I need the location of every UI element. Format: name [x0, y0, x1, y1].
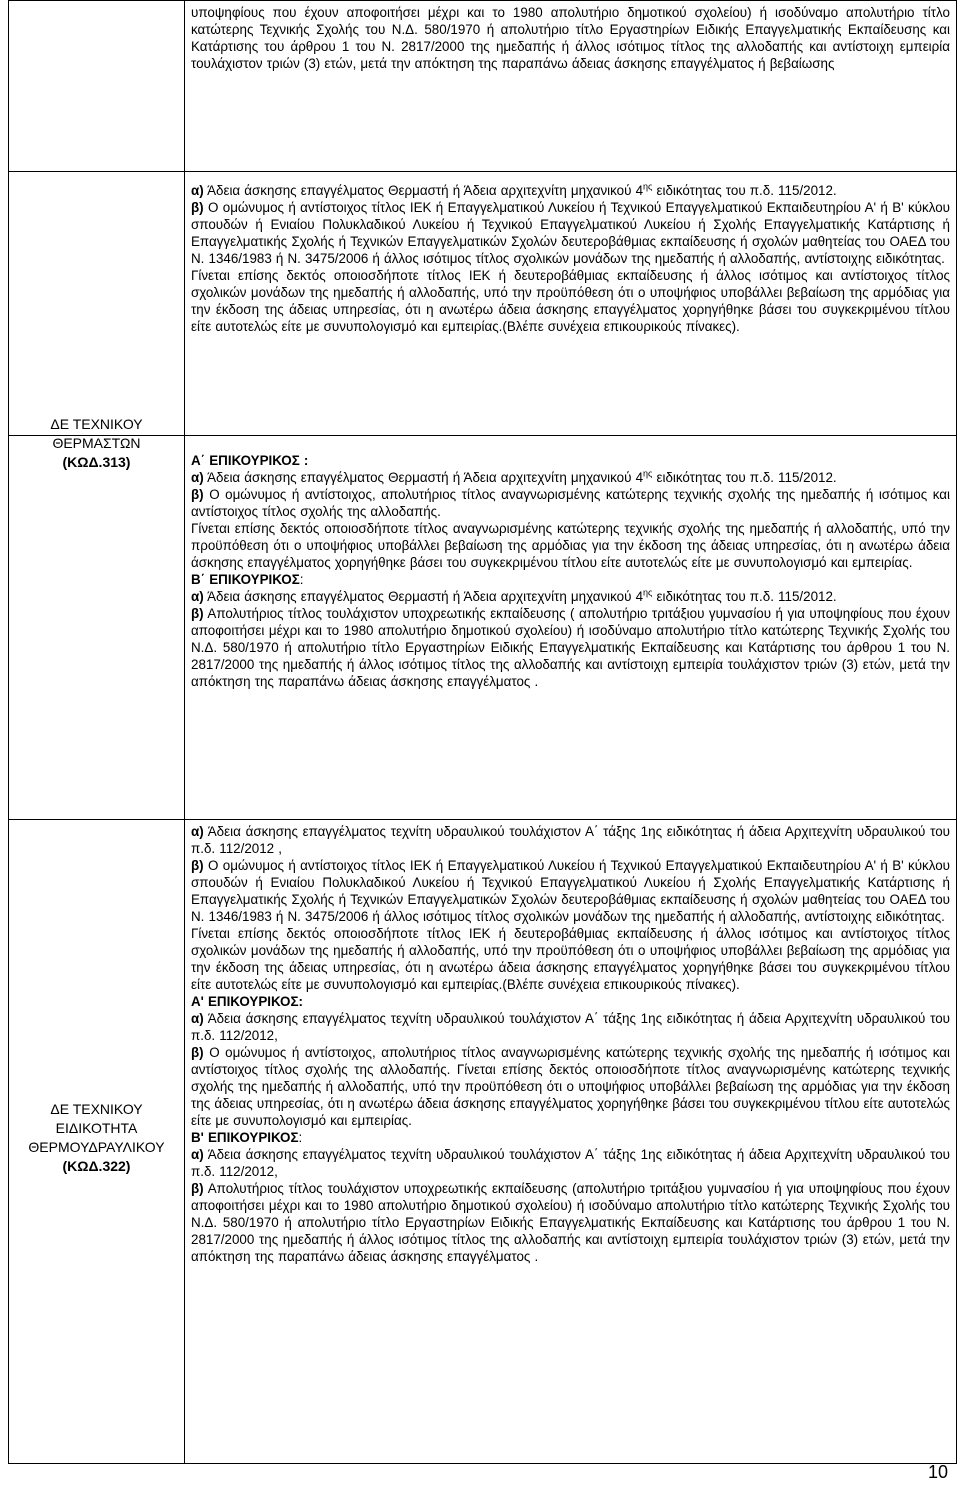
content-cell — [185, 1, 957, 172]
content-cell — [185, 172, 957, 436]
table-row — [9, 820, 957, 1464]
paragraph-also: Γίνεται επίσης δεκτός οποιοσδήποτε τίτλος ΙΕΚ ή δευτεροβάθμιας εκπαίδευσης ή άλλος ισότιμος και αντίστοιχος τίτλος σχολικών μονάδων της ημεδαπής ή αλλοδαπής, υπό την προϋπόθεση ότι ο υποψήφιος υποβάλλει βεβαίωση της αρμόδιας για την έκδοση της άδειας υπηρεσίας, ότι η ανωτέρω άδεια άσκησης επαγγέλματος χορηγήθηκε βάσει του συγκεκριμένου τίτλου είτε αυτοτελώς είτε με συνυπολογισμό και εμπειρίας.(Βλέπε συνέχεια επικουρικούς πίνακες). — [191, 926, 950, 992]
paragraph-b: β) Απολυτήριος τίτλος τουλάχιστον υποχρεωτικής εκπαίδευσης (απολυτήριο τριτάξιου γυμνασίου ή για υποψηφίους που έχουν αποφοιτήσει μέχρι και το 1980 απολυτήριο δημοτικού σχολείου) ή ισοδύναμο απολυτήριο τίτλο κατώτερης Τεχνικής Σχολής του Ν.Δ. 580/1970 ή απολυτήριο τίτλο Εργαστηρίων Ειδικής Επαγγελματικής Εκπαίδευσης και Κατάρτισης του άρθρου 1 του Ν. 2817/2000 της ημεδαπής ή άλλος ισότιμος τίτλος της αλλοδαπής και αντίστοιχη εμπειρία τουλάχιστον τριών (3) ετών, μετά την απόκτηση της παραπάνω άδειας άσκησης επαγγέλματος . — [191, 1181, 951, 1264]
table-row — [9, 172, 957, 436]
specialty-cell-313 — [9, 416, 185, 820]
aux-heading-a: Α' ΕΠΙΚΟΥΡΙΚΟΣ: — [191, 994, 303, 1009]
paragraph-b: β) Ο ομώνυμος ή αντίστοιχος, απολυτήριος τίτλος αναγνωρισμένης κατώτερης τεχνικής σχολής της ημεδαπής ή ισότιμος και αντίστοιχος τίτλος σχολής της αλλοδαπής. — [191, 487, 950, 519]
paragraph-b: β) Απολυτήριος τίτλος τουλάχιστον υποχρεωτικής εκπαίδευσης ( απολυτήριο τριτάξιου γυμνασίου ή για υποψηφίους που έχουν αποφοιτήσει μέχρι και το 1980 απολυτήριο δημοτικού σχολείου) ή ισοδύναμο απολυτήριο τίτλο κατώτερης Τεχνικής Σχολής του Ν.Δ. 580/1970 ή απολυτήριο τίτλο Εργαστηρίων Ειδικής Επαγγελματικής Εκπαίδευσης και Κατάρτισης του άρθρου 1 του Ν. 2817/2000 της ημεδαπής ή άλλος ισότιμος τίτλος της αλλοδαπής και αντίστοιχη εμπειρία τουλάχιστον τριών (3) ετών, μετά την απόκτηση της παραπάνω άδειας άσκησης επαγγέλματος . — [191, 606, 950, 689]
page-number: 10 — [927, 1462, 948, 1482]
paragraph-b: β) Ο ομώνυμος ή αντίστοιχος τίτλος ΙΕΚ ή Επαγγελματικού Λυκείου ή Τεχνικού Επαγγελματικού Εκπαιδευτηρίου Α' ή Β' κύκλου σπουδών ή Ενιαίου Πολυκλαδικού Λυκείου ή Τεχνικού Επαγγελματικού Λυκείου ή Σχολής Επαγγελματικής Κατάρτισης ή Επαγγελματικής Σχολής ή Τεχνικών Επαγγελματικών Σχολών δευτεροβάθμιας εκπαίδευσης ή σχολών μαθητείας του ΟΑΕΔ του Ν. 1346/1983 ή Ν. 3475/2006 ή άλλος ισότιμος τίτλος σχολικών μονάδων της ημεδαπής ή αλλοδαπής, αντίστοιχης ειδικότητας. — [191, 858, 950, 924]
content-cell — [185, 436, 957, 820]
paragraph-a: α) Άδεια άσκησης επαγγέλματος Θερμαστή ή Άδεια αρχιτεχνίτη μηχανικού $4^{\eta\varsigma}$ ειδικότητας του π.δ. 115/2012. — [191, 468, 837, 485]
specialty-label: ΔΕ ΤΕΧΝΙΚΟΥ ΘΕΡΜΑΣΤΩΝ (ΚΩΔ.313) — [50, 416, 143, 470]
aux-heading-b: Β' ΕΠΙΚΟΥΡΙΚΟΣ: — [191, 1130, 303, 1145]
paragraph-a: α) Άδεια άσκησης επαγγέλματος τεχνίτη υδραυλικού τουλάχιστον Α΄ τάξης 1ης ειδικότητας ή άδεια Αρχιτεχνίτη υδραυλικού του π.δ. 112/2012 , — [191, 824, 950, 856]
paragraph-b: β) Ο ομώνυμος ή αντίστοιχος, απολυτήριος τίτλος αναγνωρισμένης κατώτερης τεχνικής σχολής της ημεδαπής ή ισότιμος και αντίστοιχος τίτλος σχολής της αλλοδαπής. Γίνεται επίσης δεκτός οποιοσδήποτε τίτλος αναγνωρισμένης κατώτερης τεχνικής σχολής της ημεδαπής ή αλλοδαπής, υπό την προϋπόθεση ότι ο υποψήφιος υποβάλλει βεβαίωση της αρμόδιας για την έκδοση της άδειας υπηρεσίας, ότι η ανωτέρω άδεια άσκησης επαγγέλματος χορηγήθηκε βάσει του συγκεκριμένου τίτλου είτε αυτοτελώς είτε με συνυπολογισμό και εμπειρίας. — [191, 1045, 950, 1128]
paragraph-b: β) Ο ομώνυμος ή αντίστοιχος τίτλος ΙΕΚ ή Επαγγελματικού Λυκείου ή Τεχνικού Επαγγελματικού Εκπαιδευτηρίου Α' ή Β' κύκλου σπουδών ή Ενιαίου Πολυκλαδικού Λυκείου ή Τεχνικού Επαγγελματικού Λυκείου ή Σχολής Επαγγελματικής Κατάρτισης ή Επαγγελματικής Σχολής ή Τεχνικών Επαγγελματικών Σχολών δευτεροβάθμιας εκπαίδευσης ή σχολών μαθητείας του ΟΑΕΔ του Ν. 1346/1983 ή Ν. 3475/2006 ή άλλος ισότιμος τίτλος σχολικών μονάδων της ημεδαπής ή αλλοδαπής, αντίστοιχης ειδικότητας. — [191, 200, 950, 266]
paragraph-a: α) Άδεια άσκησης επαγγέλματος Θερμαστή ή Άδεια αρχιτεχνίτη μηχανικού $4^{\eta\varsigma}$ ειδικότητας του π.δ. 115/2012. — [191, 181, 837, 198]
aux-heading-b: Β΄ ΕΠΙΚΟΥΡΙΚΟΣ: — [191, 572, 304, 587]
paragraph-a: α) Άδεια άσκησης επαγγέλματος τεχνίτη υδραυλικού τουλάχιστον Α΄ τάξης 1ης ειδικότητας ή άδεια Αρχιτεχνίτη υδραυλικού του π.δ. 112/2012, — [191, 1011, 950, 1043]
paragraph-a: α) Άδεια άσκησης επαγγέλματος Θερμαστή ή Άδεια αρχιτεχνίτη μηχανικού $4^{\eta\varsigma}$ ειδικότητας του π.δ. 115/2012. — [191, 587, 837, 604]
specialty-label: ΔΕ ΤΕΧΝΙΚΟΥ ΕΙΔΙΚΟΤΗΤΑ ΘΕΡΜΟΥΔΡΑΥΛΙΚΟΥ (ΚΩΔ.322) — [28, 1101, 165, 1174]
aux-heading-a: Α΄ ΕΠΙΚΟΥΡΙΚΟΣ : — [191, 453, 309, 468]
left-cell-empty — [9, 172, 185, 436]
table-row — [9, 436, 957, 820]
paragraph-a: α) Άδεια άσκησης επαγγέλματος τεχνίτη υδραυλικού τουλάχιστον Α΄ τάξης 1ης ειδικότητας ή άδεια Αρχιτεχνίτη υδραυλικού του π.δ. 112/2012, — [191, 1147, 950, 1179]
content-cell — [185, 820, 957, 1464]
paragraph-also: Γίνεται επίσης δεκτός οποιοσδήποτε τίτλος ΙΕΚ ή δευτεροβάθμιας εκπαίδευσης ή άλλος ισότιμος και αντίστοιχος τίτλος σχολικών μονάδων της ημεδαπής ή αλλοδαπής, υπό την προϋπόθεση ότι ο υποψήφιος υποβάλλει βεβαίωση της αρμόδιας για την έκδοση της άδειας υπηρεσίας, ότι η ανωτέρω άδεια άσκησης επαγγέλματος χορηγήθηκε βάσει του συγκεκριμένου τίτλου είτε αυτοτελώς είτε με συνυπολογισμό και εμπειρίας.(Βλέπε συνέχεια επικουρικούς πίνακες). — [191, 268, 950, 334]
specialty-cell-322 — [9, 820, 185, 1464]
paragraph: υποψηφίους που έχουν αποφοιτήσει μέχρι και το 1980 απολυτήριο δημοτικού σχολείου) ή ισοδύναμο απολυτήριο τίτλο κατώτερης Τεχνικής Σχολής του Ν.Δ. 580/1970 ή απολυτήριο τίτλο Εργαστηρίων Ειδικής Επαγγελματικής Εκπαίδευσης και Κατάρτισης του άρθρου 1 του Ν. 2817/2000 της ημεδαπής ή άλλος ισότιμος τίτλος της αλλοδαπής και αντίστοιχη εμπειρία τουλάχιστον τριών (3) ετών, μετά την απόκτηση της παραπάνω άδειας άσκησης επαγγέλματος ή βεβαίωσης — [191, 5, 950, 71]
paragraph-also: Γίνεται επίσης δεκτός οποιοσδήποτε τίτλος αναγνωρισμένης κατώτερης τεχνικής σχολής της ημεδαπής ή αλλοδαπής, υπό την προϋπόθεση ότι ο υποψήφιος υποβάλλει βεβαίωση της αρμόδιας για την έκδοση της άδειας υπηρεσίας, ότι η ανωτέρω άδεια άσκησης επαγγέλματος χορηγήθηκε βάσει του συγκεκριμένου τίτλου είτε αυτοτελώς είτε με συνυπολογισμό και εμπειρίας. — [191, 521, 950, 570]
left-cell-empty — [9, 1, 185, 172]
qualifications-table — [8, 0, 957, 1464]
table-row — [9, 1, 957, 172]
